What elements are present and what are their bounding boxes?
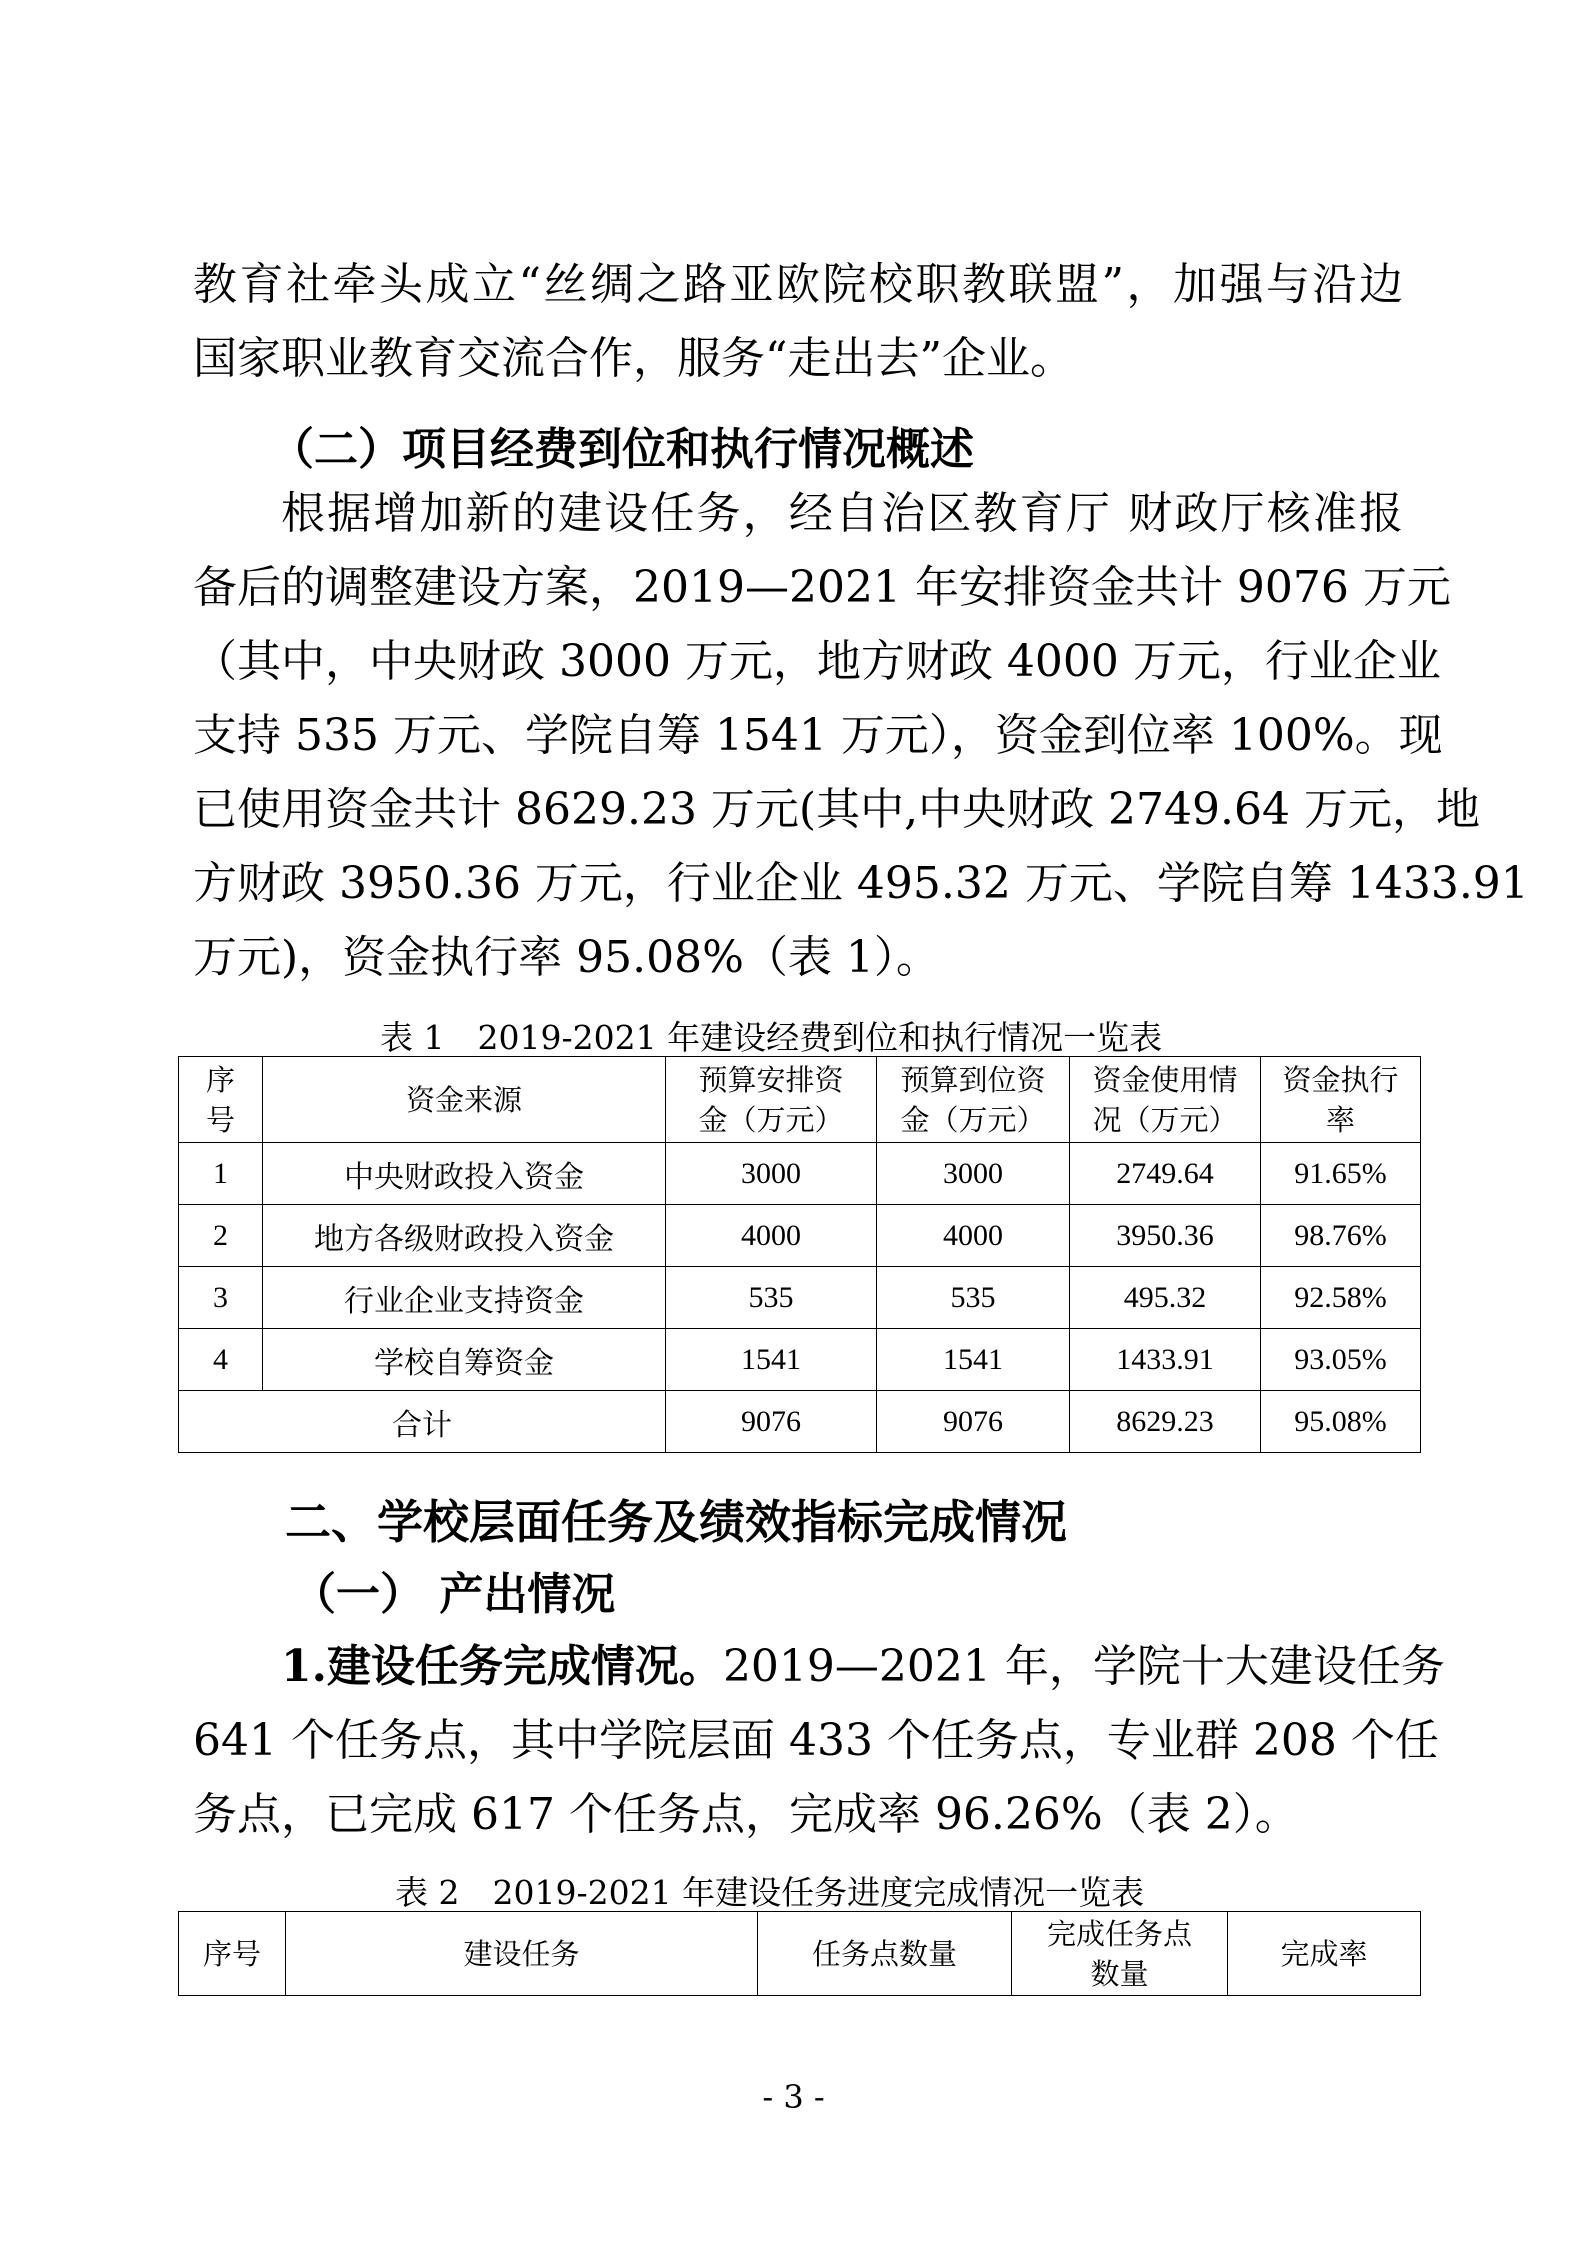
table-cell: 地方各级财政投入资金 [263, 1205, 666, 1267]
table-cell: 92.58% [1261, 1267, 1421, 1329]
column-header: 完成任务点 数量 [1012, 1912, 1228, 1996]
table-cell: 1541 [666, 1329, 877, 1391]
tasks-table [178, 1911, 1421, 1996]
column-header: 资金来源 [263, 1057, 666, 1143]
section-heading-funding: （二）项目经费到位和执行情况概述 [270, 424, 974, 475]
table-cell: 4000 [666, 1205, 877, 1267]
text-line: 已使用资金共计 8629.23 万元(其中,中央财政 2749.64 万元，地 [193, 784, 1480, 835]
table-cell: 495.32 [1070, 1267, 1261, 1329]
column-header: 建设任务 [286, 1912, 758, 1996]
column-header: 完成率 [1228, 1912, 1421, 1996]
table-cell: 3000 [666, 1143, 877, 1205]
table-cell: 1433.91 [1070, 1329, 1261, 1391]
table-cell: 1 [179, 1143, 263, 1205]
column-header: 预算安排资 金（万元） [666, 1057, 877, 1143]
table-total-row [179, 1391, 1421, 1453]
column-header: 序号 [179, 1912, 286, 1996]
table-cell: 91.65% [1261, 1143, 1421, 1205]
bold-lead-number: 1. [281, 1641, 327, 1692]
table-row [179, 1329, 1421, 1391]
page-number: - 3 - [762, 2078, 825, 2116]
column-header: 资金使用情 况（万元） [1070, 1057, 1261, 1143]
text-line: 方财政 3950.36 万元，行业企业 495.32 万元、学院自筹 1433.91 [193, 858, 1529, 909]
text-line: （其中，中央财政 3000 万元，地方财政 4000 万元，行业企业 [193, 636, 1441, 687]
text-line: 根据增加新的建设任务，经自治区教育厅 财政厅核准报 [281, 488, 1403, 539]
text-line [193, 1630, 1445, 1704]
text-line: 万元)，资金执行率 95.08%（表 1）。 [193, 932, 940, 983]
funding-paragraph [193, 477, 1529, 995]
column-header: 资金执行 率 [1261, 1057, 1421, 1143]
table-cell: 4 [179, 1329, 263, 1391]
table-cell: 9076 [877, 1391, 1070, 1453]
table-header-row [179, 1057, 1421, 1143]
column-header: 序 号 [179, 1057, 263, 1143]
table-cell: 4000 [877, 1205, 1070, 1267]
column-header: 任务点数量 [758, 1912, 1012, 1996]
bold-lead-text: 建设任务完成情况。 [326, 1641, 723, 1692]
table-row [179, 1205, 1421, 1267]
text-line: 务点，已完成 617 个任务点，完成率 96.26%（表 2）。 [193, 1789, 1299, 1840]
table-cell: 3000 [877, 1143, 1070, 1205]
table1-caption: 表 1 2019-2021 年建设经费到位和执行情况一览表 [380, 1018, 1163, 1057]
text-line: 国家职业教育交流合作，服务“走出去”企业。 [193, 333, 1074, 384]
table-cell: 学校自筹资金 [263, 1329, 666, 1391]
table-cell: 行业企业支持资金 [263, 1267, 666, 1329]
intro-paragraph [193, 248, 1403, 396]
table-row [179, 1143, 1421, 1205]
table2-caption: 表 2 2019-2021 年建设任务进度完成情况一览表 [395, 1873, 1145, 1912]
table-header-row [179, 1912, 1421, 1996]
table-cell: 9076 [666, 1391, 877, 1453]
table-row [179, 1267, 1421, 1329]
table-cell: 合计 [179, 1391, 666, 1453]
text-line: 641 个任务点，其中学院层面 433 个任务点，专业群 208 个任 [193, 1715, 1439, 1766]
column-header: 预算到位资 金（万元） [877, 1057, 1070, 1143]
text-line: 教育社牵头成立“丝绸之路亚欧院校职教联盟”，加强与沿边 [193, 259, 1403, 310]
funding-table [178, 1056, 1421, 1453]
table-cell: 535 [666, 1267, 877, 1329]
subheading-output: （一） 产出情况 [292, 1569, 616, 1620]
task-paragraph [193, 1630, 1445, 1852]
table-cell: 98.76% [1261, 1205, 1421, 1267]
table-cell: 2749.64 [1070, 1143, 1261, 1205]
table-cell: 8629.23 [1070, 1391, 1261, 1453]
table-cell: 535 [877, 1267, 1070, 1329]
table-cell: 2 [179, 1205, 263, 1267]
section-heading-school: 二、学校层面任务及绩效指标完成情况 [285, 1495, 1067, 1549]
table-cell: 3950.36 [1070, 1205, 1261, 1267]
table-cell: 3 [179, 1267, 263, 1329]
text-line: 支持 535 万元、学院自筹 1541 万元），资金到位率 100%。现 [193, 710, 1443, 761]
table-cell: 93.05% [1261, 1329, 1421, 1391]
table-cell: 95.08% [1261, 1391, 1421, 1453]
table-cell: 中央财政投入资金 [263, 1143, 666, 1205]
text-line: 备后的调整建设方案，2019—2021 年安排资金共计 9076 万元 [193, 562, 1451, 613]
text-fragment: 2019—2021 年，学院十大建设任务 [722, 1641, 1445, 1692]
table-cell: 1541 [877, 1329, 1070, 1391]
